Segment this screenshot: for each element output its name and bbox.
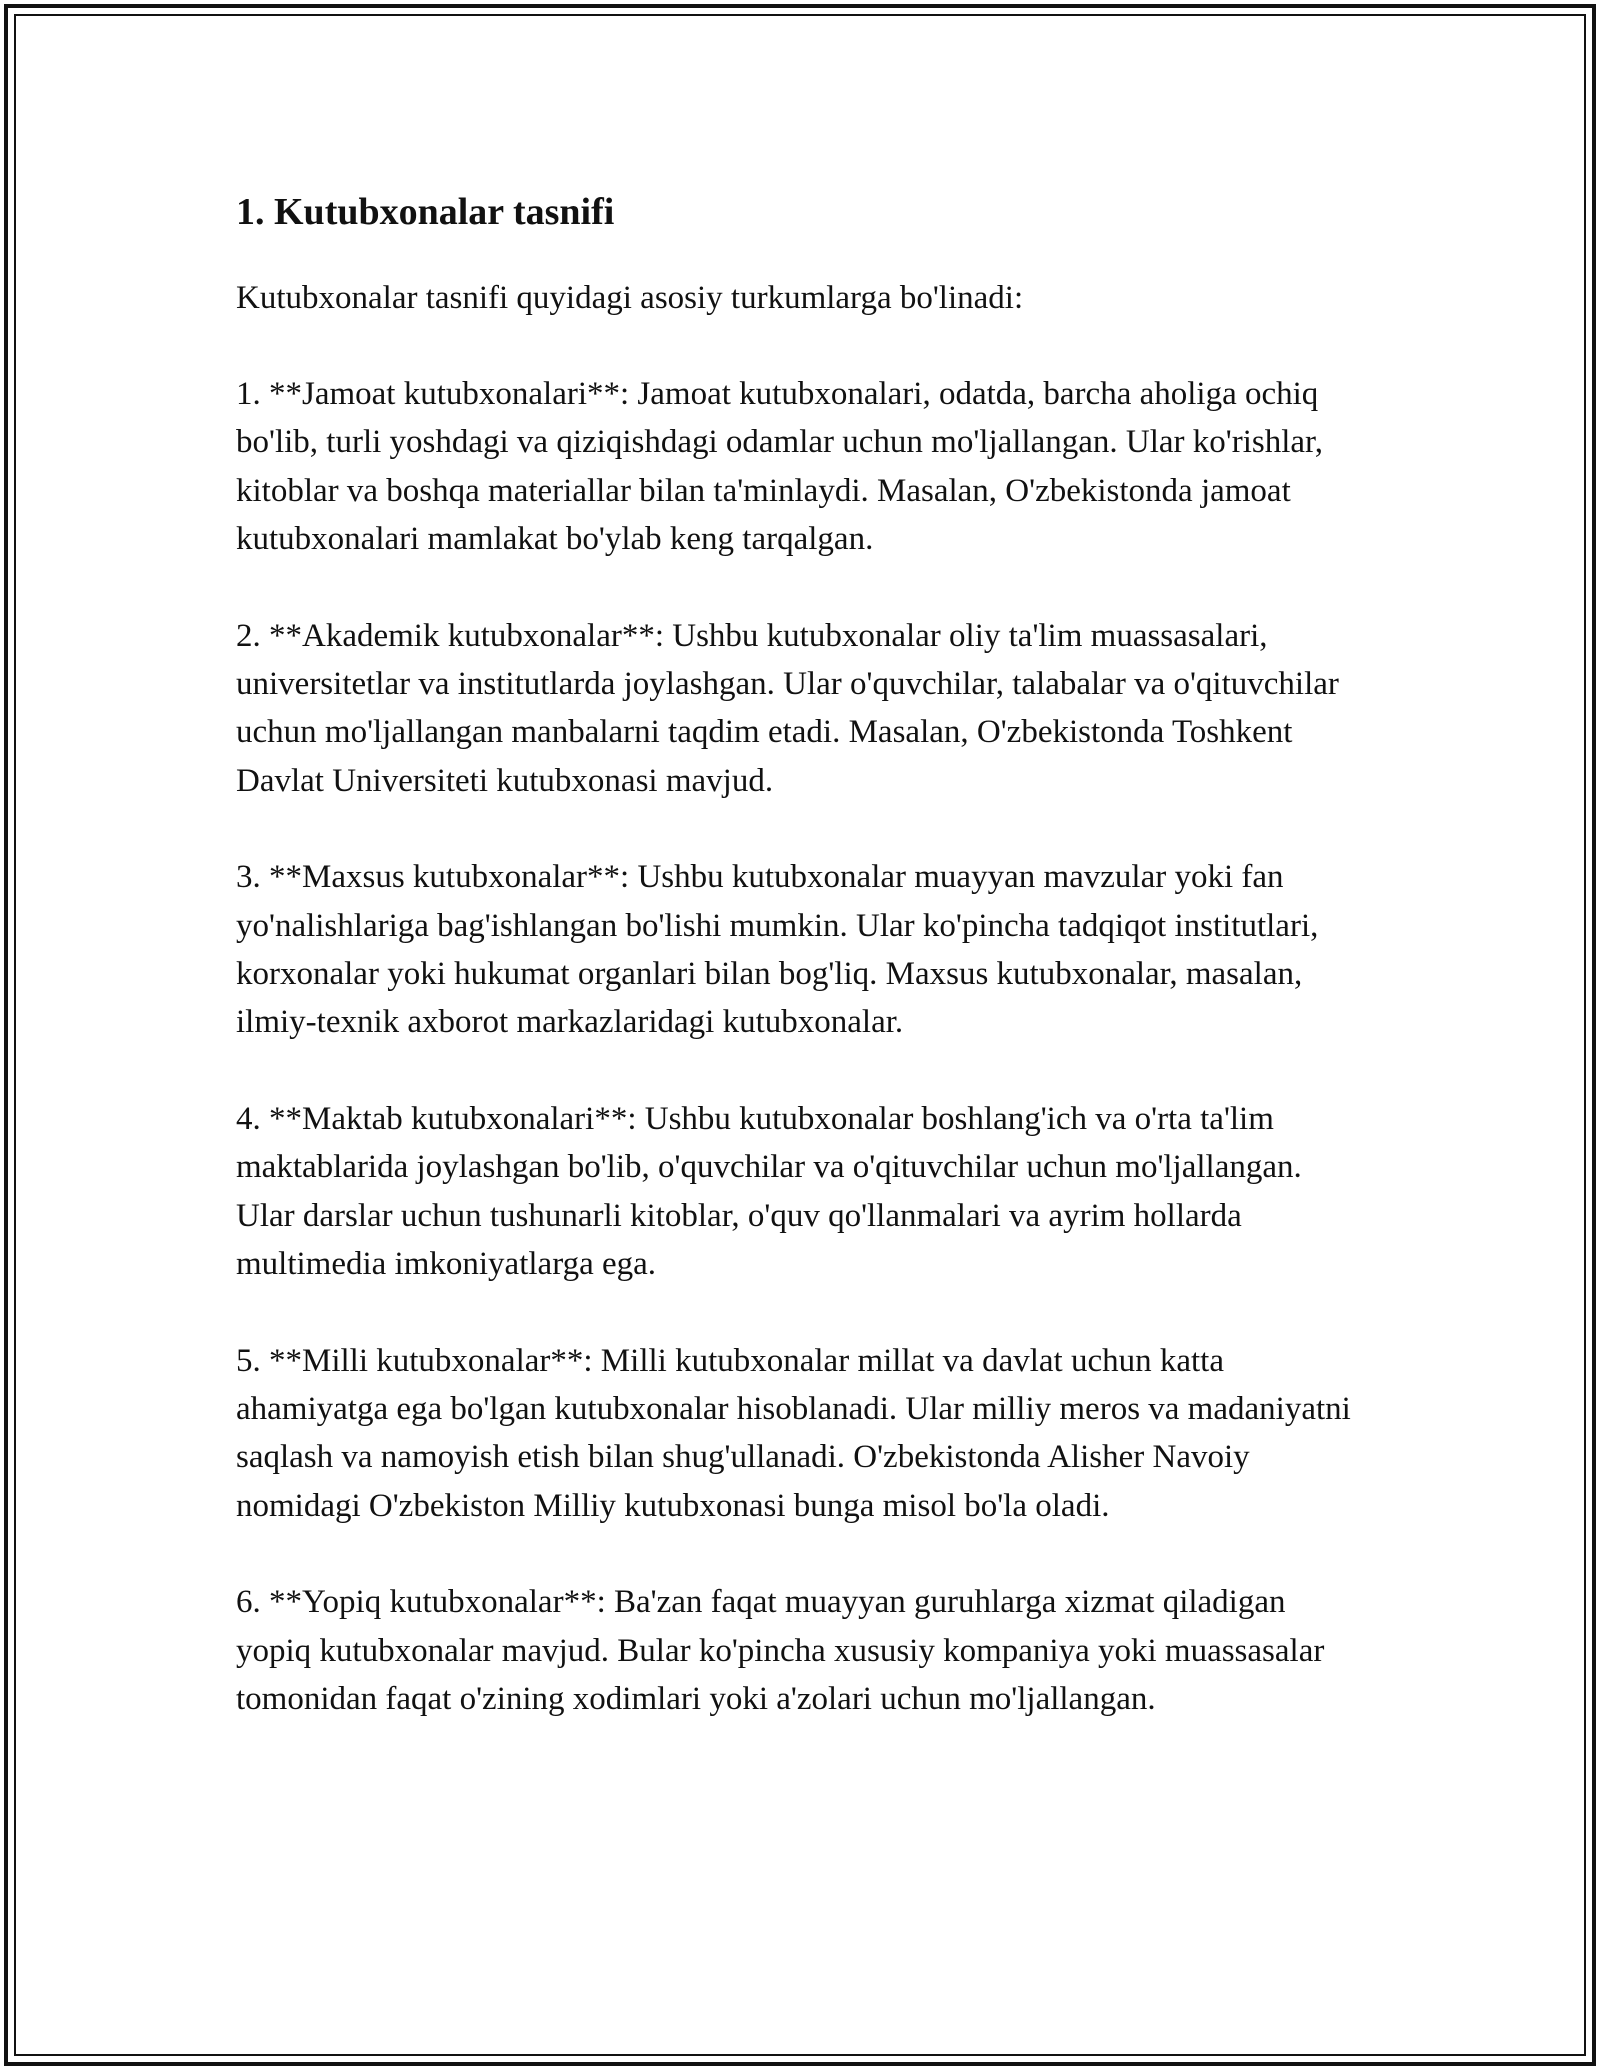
- list-item-public-libraries: 1. **Jamoat kutubxonalari**: Jamoat kutubxonalari, odatda, barcha aholiga ochiq bo'lib, turli yoshdagi va qiziqishdagi odamlar uchun mo'ljallangan. Ular ko'rishlar, kitoblar va boshqa materiallar bilan ta'minlaydi. Masalan, O'zbekistonda jamoat kutubxonalari mamlakat bo'ylab keng tarqalgan.: [236, 376, 1323, 558]
- list-item-special-libraries: 3. **Maxsus kutubxonalar**: Ushbu kutubxonalar muayyan mavzular yoki fan yo'nalishlariga bag'ishlangan bo'lishi mumkin. Ular ko'pincha tadqiqot institutlari, korxonalar yoki hukumat organlari bilan bog'liq. Maxsus kutubxonalar, masalan, ilmiy-texnik axborot markazlaridagi kutubxonalar.: [236, 859, 1319, 1041]
- list-item-academic-libraries: 2. **Akademik kutubxonalar**: Ushbu kutubxonalar oliy ta'lim muassasalari, universitetlar va institutlarda joylashgan. Ular o'quvchilar, talabalar va o'qituvchilar uchun mo'ljallangan manbalarni taqdim etadi. Masalan, O'zbekistonda Toshkent Davlat Universiteti kutubxonasi mavjud.: [236, 617, 1339, 799]
- section-heading: 1. Kutubxonalar tasnifi: [236, 191, 615, 233]
- document-body: [236, 186, 1366, 1771]
- list-item-school-libraries: 4. **Maktab kutubxonalari**: Ushbu kutubxonalar boshlang'ich va o'rta ta'lim maktablarida joylashgan bo'lib, o'quvchilar va o'qituvchilar uchun mo'ljallangan. Ular darslar uchun tushunarli kitoblar, o'quv qo'llanmalari va ayrim hollarda multimedia imkoniyatlarga ega.: [236, 1100, 1302, 1283]
- list-item-national-libraries: 5. **Milli kutubxonalar**: Milli kutubxonalar millat va davlat uchun katta ahamiyatga ega bo'lgan kutubxonalar hisoblanadi. Ular milliy meros va madaniyatni saqlash va namoyish etish bilan shug'ullanadi. O'zbekistonda Alisher Navoiy nomidagi O'zbekiston Milliy kutubxonasi bunga misol bo'la oladi.: [236, 1342, 1351, 1524]
- list-item-closed-libraries: 6. **Yopiq kutubxonalar**: Ba'zan faqat muayyan guruhlarga xizmat qiladigan yopiq kutubxonalar mavjud. Bular ko'pincha xususiy kompaniya yoki muassasalar tomonidan faqat o'zining xodimlari yoki a'zolari uchun mo'ljallangan.: [236, 1584, 1325, 1717]
- intro-paragraph: Kutubxonalar tasnifi quyidagi asosiy turkumlarga bo'linadi:: [236, 280, 1024, 316]
